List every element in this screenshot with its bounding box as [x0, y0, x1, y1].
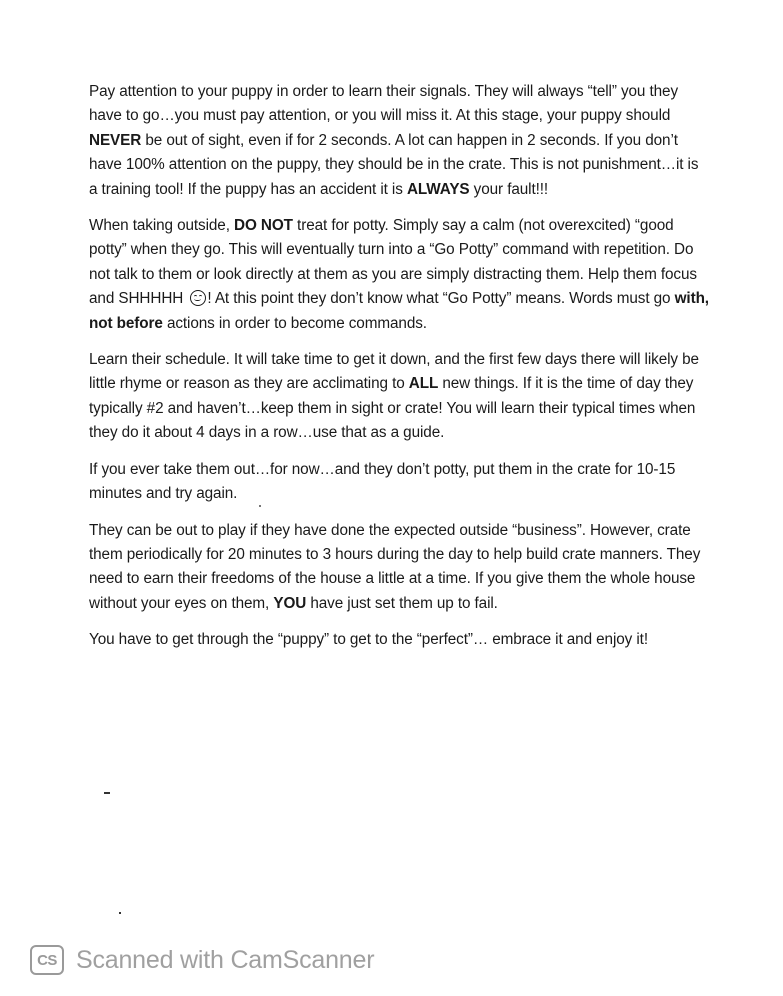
text-segment: have just set them up to fail.: [306, 594, 498, 612]
paragraph: [89, 458, 709, 507]
document-body: [89, 80, 709, 665]
text-segment: new things. If it is the time of day they typically #2 and haven’t…keep them in sight or crate! You will learn their typical times when they do it about 4 days in a row…use that as a guide.: [89, 375, 696, 442]
text-segment: They can be out to play if they have done the expected outside “business”. However, crate them periodically for 20 minutes to 3 hours during the day to help build crate manners. They need to earn their freedoms of the house a little at a time. If you give them the whole house without your eyes on them,: [89, 521, 701, 612]
paragraph: [89, 519, 709, 617]
text-segment: be out of sight, even if for 2 seconds. A lot can happen in 2 seconds. If you don’t have 100% attention on the puppy, they should be in the crate. This is not punishment…it is a training tool! If the puppy has an accident it is: [89, 131, 699, 198]
scan-speck: [119, 912, 121, 914]
text-segment: You have to get through the “puppy” to get to the “perfect”… embrace it and enjoy it!: [89, 631, 648, 649]
bold-text: ALWAYS: [406, 180, 470, 198]
camscanner-logo: CS: [30, 945, 64, 975]
text-segment: Pay attention to your puppy in order to learn their signals. They will always “tell” you they have to go…you must pay attention, or you will miss it. At this stage, your puppy should: [89, 83, 678, 125]
bold-text: DO NOT: [234, 217, 293, 235]
text-segment: ! At this point they don’t know what “Go Potty” means. Words must go: [207, 290, 675, 308]
bold-text: ALL: [408, 375, 439, 393]
text-segment: If you ever take them out…for now…and they don’t potty, put them in the crate for 10-15 minutes and try again.: [89, 460, 676, 503]
text-segment: your fault!!!: [469, 180, 549, 198]
smiley-icon: [190, 290, 206, 306]
watermark-text: Scanned with CamScanner: [76, 945, 375, 974]
text-segment: When taking outside,: [89, 217, 235, 235]
bold-text: with, not before: [89, 290, 709, 332]
camscanner-watermark: [30, 942, 374, 978]
text-segment: Learn their schedule. It will take time to get it down, and the first few days there will likely be little rhyme or reason as they are acclimating to: [89, 351, 699, 393]
paragraph: [89, 80, 709, 202]
bold-text: YOU: [273, 594, 307, 612]
paragraph: [89, 214, 709, 336]
bold-text: NEVER: [89, 131, 142, 149]
scan-speck: [259, 505, 261, 507]
text-segment: actions in order to become commands.: [162, 314, 427, 332]
paragraph: [89, 348, 709, 446]
text-segment: treat for potty. Simply say a calm (not overexcited) “good potty” when they go. This will eventually turn into a “Go Potty” command with repetition. Do not talk to them or look directly at them as you are simply distracting them. Help them focus and SHHHHH: [89, 217, 697, 308]
scan-speck: [104, 792, 110, 794]
paragraph: [89, 628, 709, 652]
